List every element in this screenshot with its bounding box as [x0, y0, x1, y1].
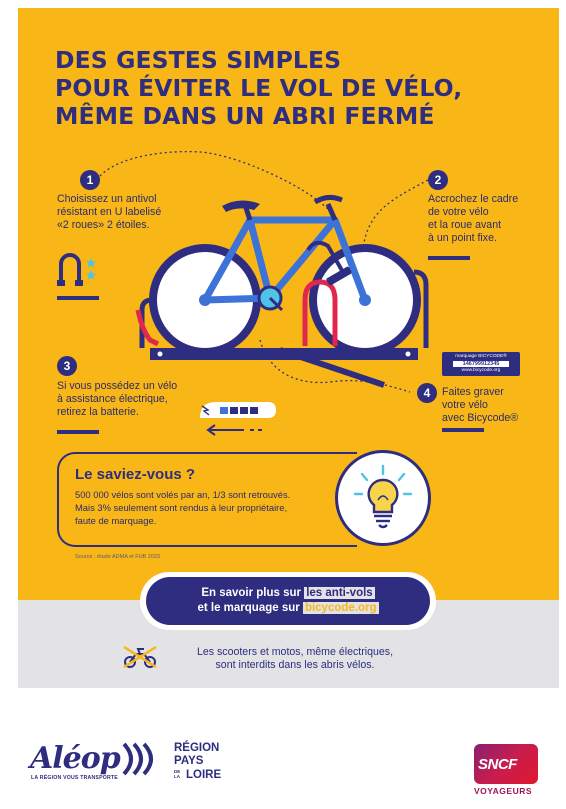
- region-logo-line-2: PAYS: [174, 755, 204, 767]
- bicycode-tag: marquage BICYCODE® 146799912345 www.bicycode.org: [442, 352, 520, 376]
- headline-line-2: POUR ÉVITER LE VOL DE VÉLO,: [55, 74, 463, 102]
- step-3-text: Si vous possédez un vélo à assistance électrique, retirez la batterie.: [57, 380, 178, 418]
- aleop-tagline: LA RÉGION VOUS TRANSPORTE: [31, 775, 118, 781]
- step-3-underline: [57, 430, 99, 434]
- headline-line-1: DES GESTES SIMPLES: [55, 46, 342, 74]
- sncf-voyageurs: VOYAGEURS: [474, 786, 533, 796]
- step-4-text: Faites graver votre vélo avec Bicycode®: [442, 386, 519, 424]
- aleop-brackets-icon: [120, 742, 164, 776]
- source-note: Source : étude ADMA et FUB 2023: [75, 554, 160, 560]
- region-logo-line-1: RÉGION: [174, 742, 220, 754]
- step-4-number: 4: [417, 383, 437, 403]
- step-2-text: Accrochez le cadre de votre vélo et la roue avant à un point fixe.: [428, 193, 519, 244]
- region-logo-line-3: LOIRE: [186, 769, 222, 781]
- lightbulb-icon: [335, 450, 431, 546]
- aleop-logo: Aléop: [30, 741, 120, 776]
- u-lock-icon: [57, 250, 102, 288]
- battery-removal-icon: [198, 398, 278, 438]
- step-4-underline: [442, 428, 484, 432]
- step-3-number: 3: [57, 356, 77, 376]
- saviez-body: 500 000 vélos sont volés par an, 1/3 sont retrouvés. Mais 3% seulement sont rendus à leur propriétaire, faute de marquage.: [75, 489, 291, 526]
- saviez-title: Le saviez-vous ?: [75, 466, 196, 483]
- step-1-underline: [57, 296, 99, 300]
- step-1-number: 1: [80, 170, 100, 190]
- sncf-logo-text: SNCF: [478, 756, 517, 773]
- step-2-number: 2: [428, 170, 448, 190]
- headline-line-3: MÊME DANS UN ABRI FERMÉ: [55, 102, 435, 130]
- step-1-text: Choisissez un antivol résistant en U labelisé «2 roues» 2 étoiles.: [57, 193, 162, 231]
- cta-button[interactable]: En savoir plus sur les anti-vols et le marquage sur bicycode.org: [146, 577, 430, 625]
- ban-notice: Les scooters et motos, même électriques, sont interdits dans les abris vélos.: [196, 646, 394, 671]
- bike-rack-illustration: [130, 190, 440, 390]
- bicycode-link[interactable]: bicycode.org: [304, 602, 377, 614]
- region-logo-de-la: DE LA: [174, 769, 181, 779]
